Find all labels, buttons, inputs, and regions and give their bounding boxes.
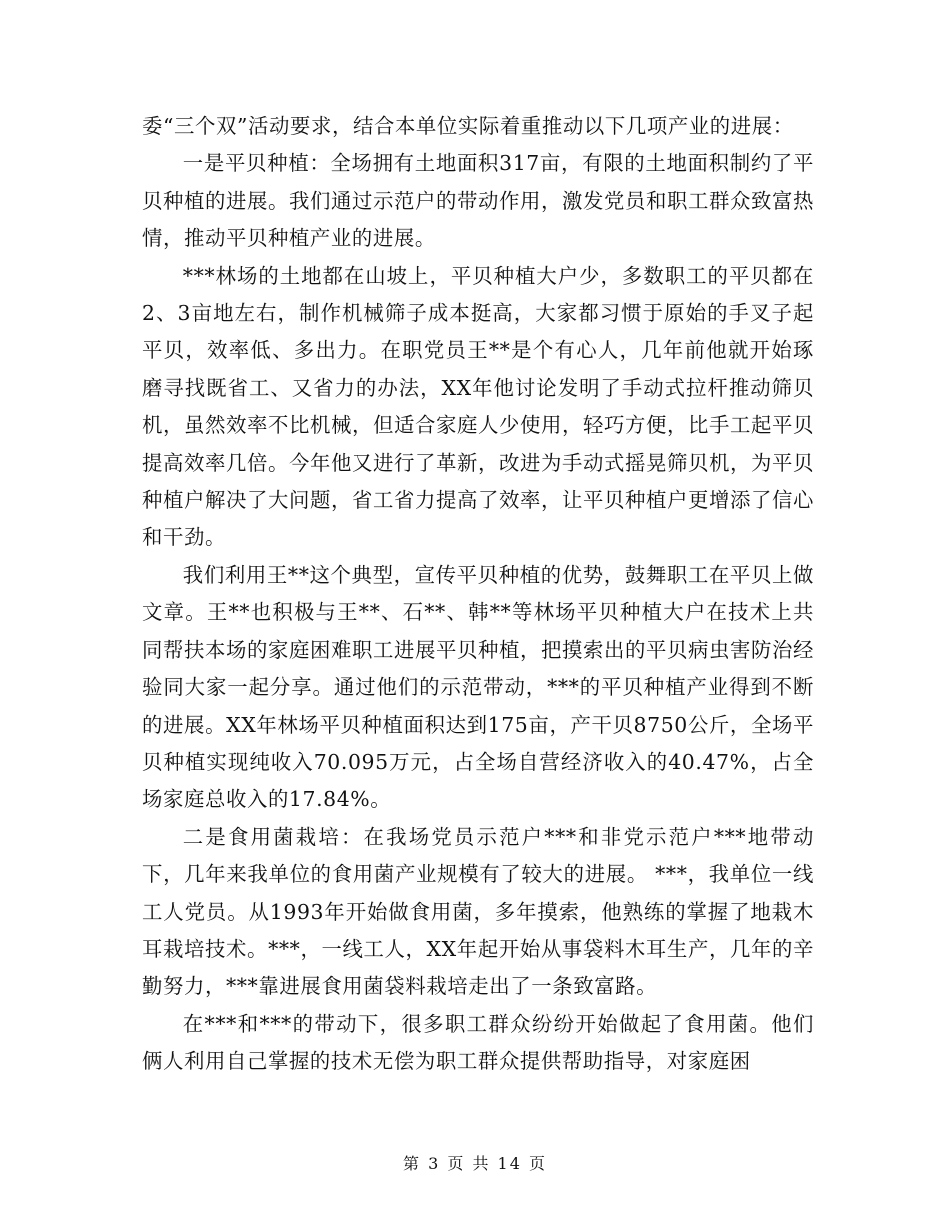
paragraph-mushroom-intro: 二是食用菌栽培：在我场党员示范户***和非党示范户***地带动下，几年来我单位的食用菌产业规模有了较大的进展。 ***，我单位一线工人党员。从1993年开始做食用菌，多年摸索，他熟练的掌握了地栽木耳栽培技术。***，一线工人，XX年起开始从事袋料木耳生产，几年的辛勤努力，***靠进展食用菌袋料栽培走出了一条致富路。 bbox=[142, 824, 814, 999]
paragraph-pingbei-results: 我们利用王**这个典型，宣传平贝种植的优势，鼓舞职工在平贝上做文章。王**也积极与王**、石**、韩**等林场平贝种植大户在技术上共同帮扶本场的家庭困难职工进展平贝种植，把摸索出的平贝病虫害防治经验同大家一起分享。通过他们的示范带动，***的平贝种植产业得到不断的进展。XX年林场平贝种植面积达到175亩，产干贝8750公斤，全场平贝种植实现纯收入70.095万元，占全场自营经济收入的40.47%，占全场家庭总收入的17.84%。 bbox=[142, 562, 814, 812]
page-number-footer: 第 3 页 共 14 页 bbox=[403, 1154, 547, 1173]
paragraph-mushroom-spread: 在***和***的带动下，很多职工群众纷纷开始做起了食用菌。他们俩人利用自己掌握的技术无偿为职工群众提供帮助指导，对家庭困 bbox=[142, 1011, 814, 1074]
paragraph-pingbei-machine: ***林场的土地都在山坡上，平贝种植大户少，多数职工的平贝都在2、3亩地左右，制作机械筛子成本挺高，大家都习惯于原始的手叉子起平贝，效率低、多出力。在职党员王**是个有心人，几年前他就开始琢磨寻找既省工、又省力的办法，XX年他讨论发明了手动式拉杆推动筛贝机，虽然效率不比机械，但适合家庭人少使用，轻巧方便，比手工起平贝提高效率几倍。今年他又进行了革新，改进为手动式摇晃筛贝机，为平贝种植户解决了大问题，省工省力提高了效率，让平贝种植户更增添了信心和干劲。 bbox=[142, 263, 814, 550]
document-body bbox=[142, 108, 814, 1081]
paragraph-pingbei-intro: 一是平贝种植：全场拥有土地面积317亩，有限的土地面积制约了平贝种植的进展。我们通过示范户的带动作用，激发党员和职工群众致富热情，推动平贝种植产业的进展。 bbox=[142, 151, 814, 251]
paragraph-continuation: 委“三个双”活动要求，结合本单位实际着重推动以下几项产业的进展： bbox=[142, 114, 794, 138]
